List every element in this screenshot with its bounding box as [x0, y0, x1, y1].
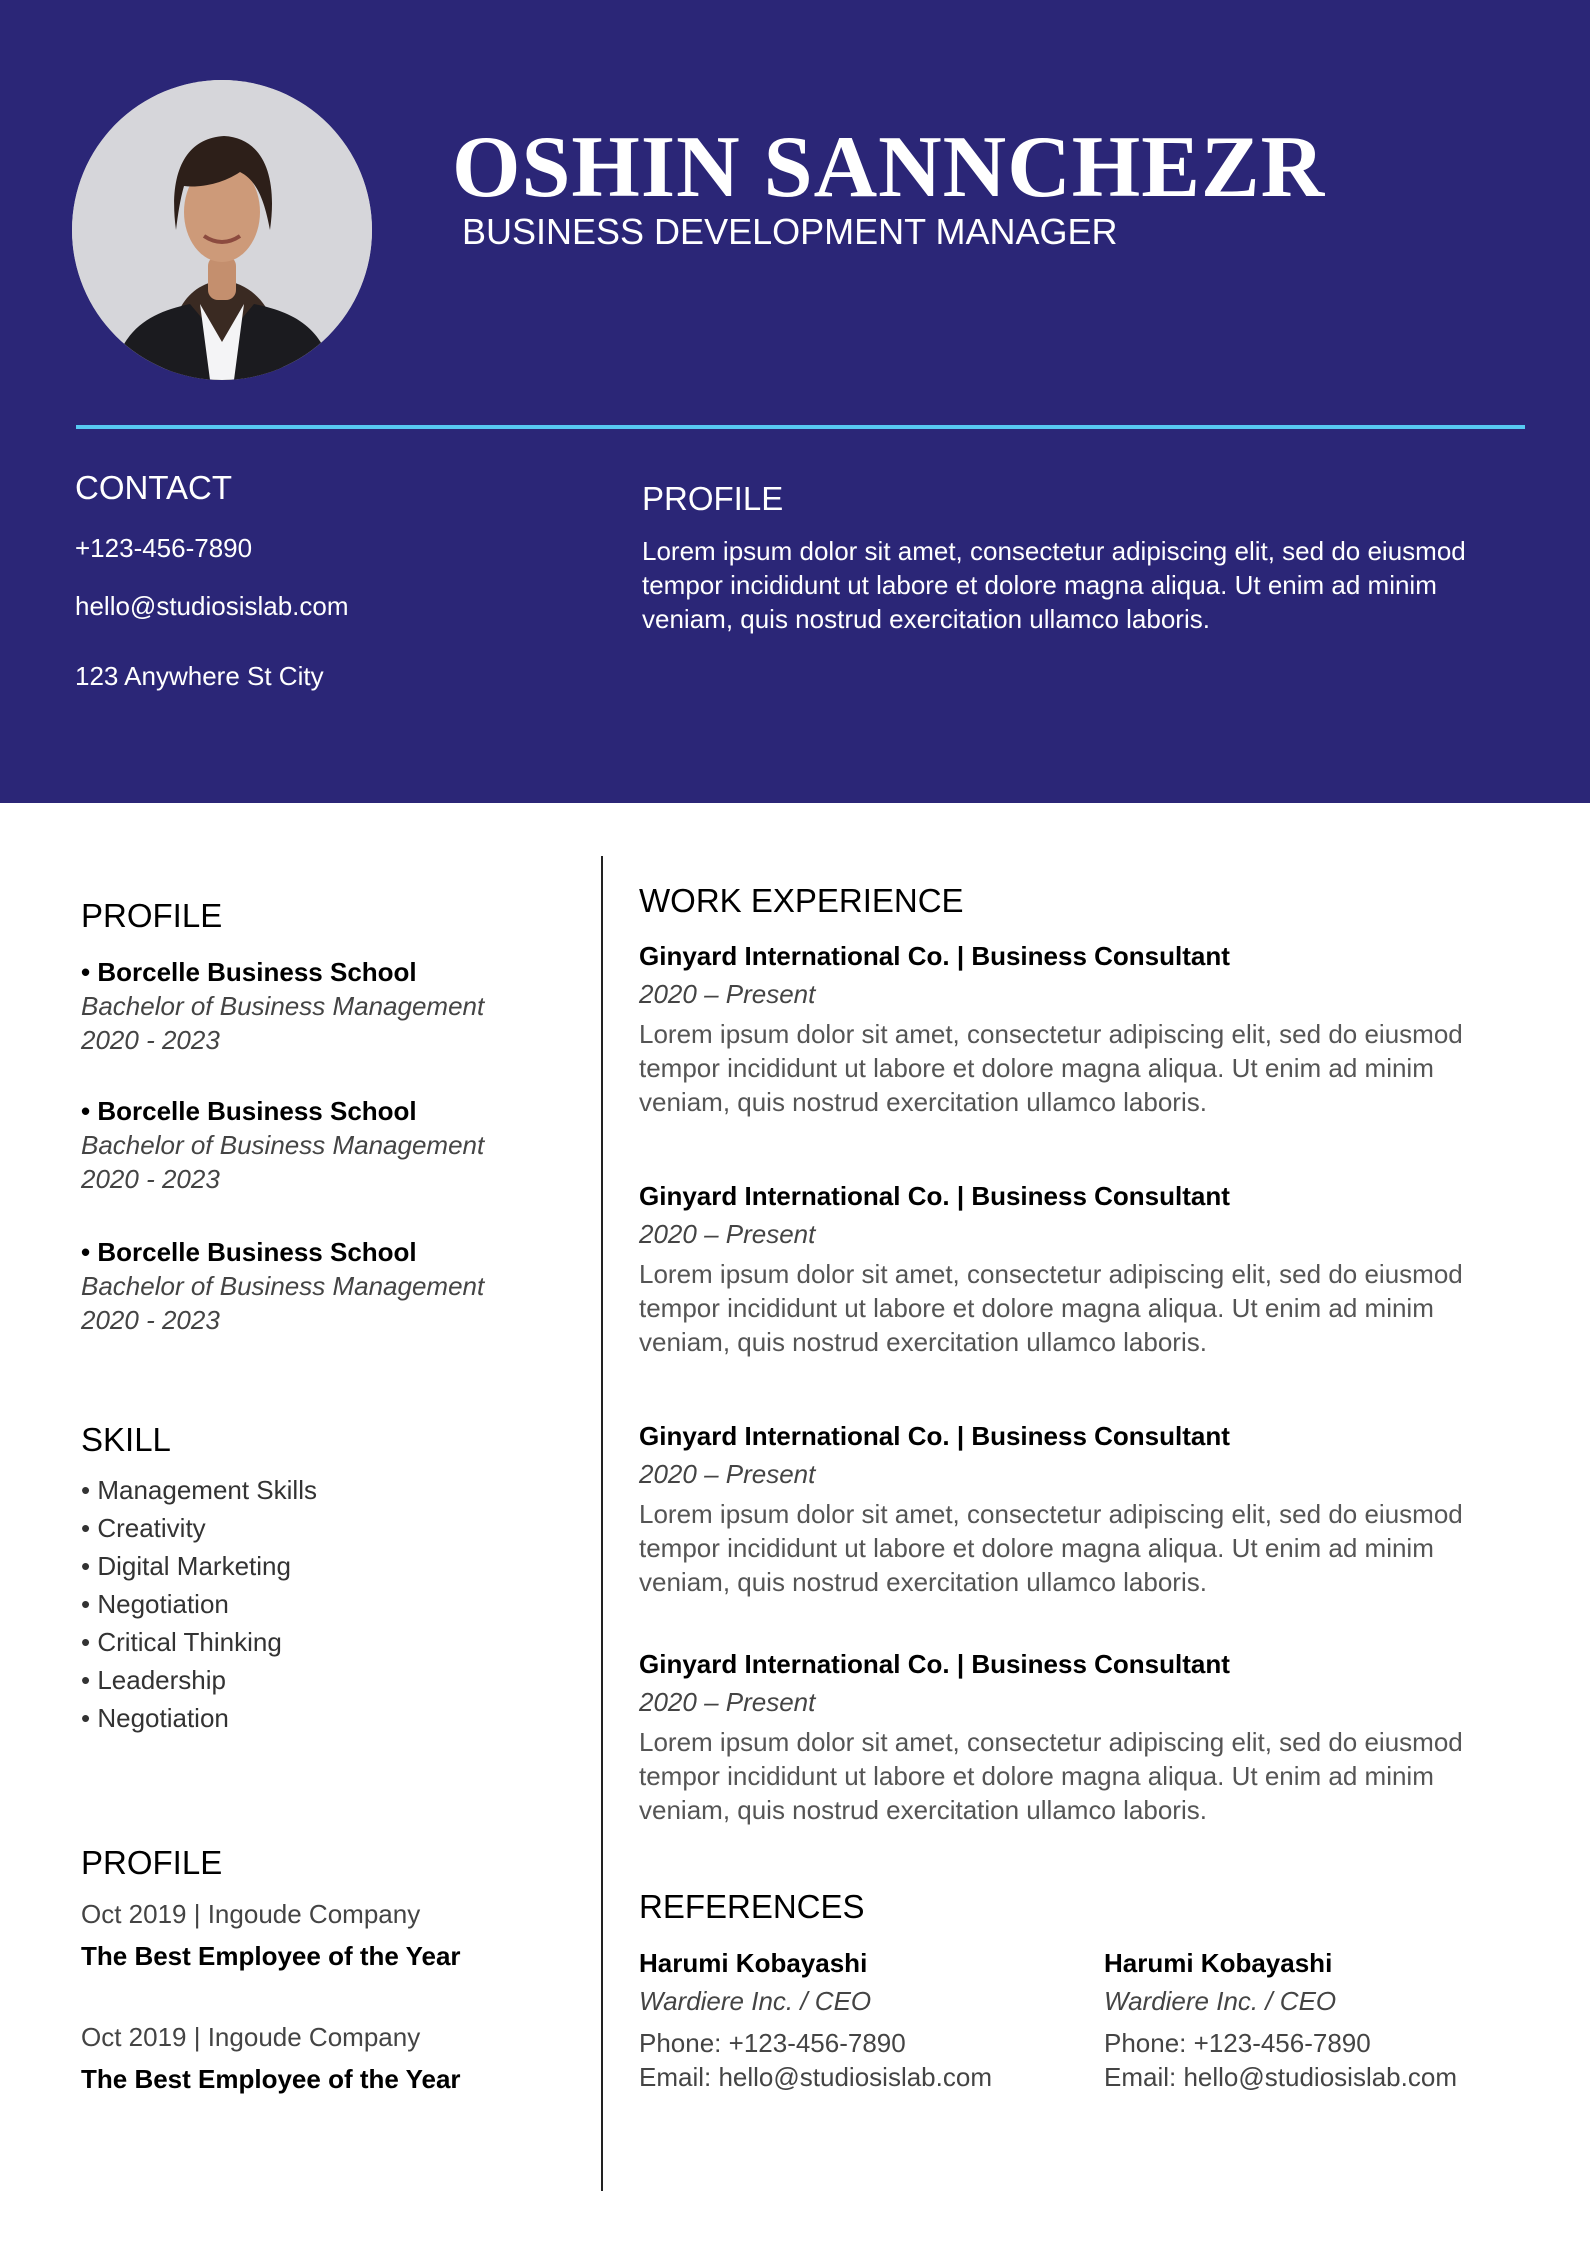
- work-entry: [639, 1419, 1539, 1599]
- education-entry: [81, 955, 581, 1057]
- job-description: Lorem ipsum dolor sit amet, consectetur adipiscing elit, sed do eiusmod tempor incididunt ut labore et dolore magna aliqua. Ut enim ad minim veniam, quis nostrud exercitation ullamco laboris.: [639, 1727, 1463, 1825]
- reference-entry: [1104, 1946, 1524, 2094]
- job-period: 2020 – Present: [639, 1219, 816, 1249]
- reference-entry: [639, 1946, 1059, 2094]
- profile-photo-illustration: [72, 80, 372, 380]
- resume-header: [0, 0, 1590, 803]
- skill-item: • Negotiation: [81, 1703, 229, 1733]
- job-role: Ginyard International Co. | Business Consultant: [639, 1181, 1230, 1211]
- job-role: Ginyard International Co. | Business Consultant: [639, 1649, 1230, 1679]
- references-heading: REFERENCES: [639, 1888, 865, 1925]
- work-entry: [639, 939, 1539, 1119]
- award-title: The Best Employee of the Year: [81, 2064, 461, 2094]
- job-period: 2020 – Present: [639, 1459, 816, 1489]
- school-name: • Borcelle Business School: [81, 1096, 417, 1126]
- degree: Bachelor of Business Management: [81, 1271, 485, 1301]
- contact-phone: +123-456-7890: [75, 533, 253, 563]
- profile-photo: [72, 80, 372, 380]
- degree: Bachelor of Business Management: [81, 1130, 485, 1160]
- award-title: The Best Employee of the Year: [81, 1941, 461, 1971]
- education-years: 2020 - 2023: [81, 1164, 220, 1194]
- education-entry: [81, 1235, 581, 1337]
- job-description: Lorem ipsum dolor sit amet, consectetur adipiscing elit, sed do eiusmod tempor incididunt ut labore et dolore magna aliqua. Ut enim ad minim veniam, quis nostrud exercitation ullamco laboris.: [639, 1019, 1463, 1117]
- reference-name: Harumi Kobayashi: [1104, 1948, 1333, 1978]
- job-role: Ginyard International Co. | Business Consultant: [639, 1421, 1230, 1451]
- skill-item: • Management Skills: [81, 1475, 317, 1505]
- award-date-company: Oct 2019 | Ingoude Company: [81, 2022, 421, 2052]
- award-date-company: Oct 2019 | Ingoude Company: [81, 1899, 421, 1929]
- education-heading: PROFILE: [81, 897, 223, 934]
- contact-email: hello@studiosislab.com: [75, 591, 349, 621]
- skill-item: • Critical Thinking: [81, 1627, 282, 1657]
- profile-heading: PROFILE: [642, 480, 784, 517]
- work-entry: [639, 1179, 1539, 1359]
- education-years: 2020 - 2023: [81, 1305, 220, 1335]
- job-description: Lorem ipsum dolor sit amet, consectetur adipiscing elit, sed do eiusmod tempor incididunt ut labore et dolore magna aliqua. Ut enim ad minim veniam, quis nostrud exercitation ullamco laboris.: [639, 1499, 1463, 1597]
- reference-phone: Phone: +123-456-7890: [639, 2028, 906, 2058]
- award-entry: [81, 2020, 461, 2096]
- school-name: • Borcelle Business School: [81, 957, 417, 987]
- job-role: Ginyard International Co. | Business Consultant: [639, 941, 1230, 971]
- contact-address: 123 Anywhere St City: [75, 661, 324, 691]
- skill-item: • Digital Marketing: [81, 1551, 291, 1581]
- job-description: Lorem ipsum dolor sit amet, consectetur adipiscing elit, sed do eiusmod tempor incididunt ut labore et dolore magna aliqua. Ut enim ad minim veniam, quis nostrud exercitation ullamco laboris.: [639, 1259, 1463, 1357]
- reference-email: Email: hello@studiosislab.com: [1104, 2062, 1457, 2092]
- reference-company: Wardiere Inc. / CEO: [1104, 1986, 1337, 2016]
- skill-list: [81, 1471, 317, 1737]
- reference-company: Wardiere Inc. / CEO: [639, 1986, 872, 2016]
- awards-heading: PROFILE: [81, 1844, 223, 1881]
- header-divider: [76, 425, 1525, 429]
- reference-name: Harumi Kobayashi: [639, 1948, 868, 1978]
- job-period: 2020 – Present: [639, 1687, 816, 1717]
- degree: Bachelor of Business Management: [81, 991, 485, 1021]
- education-years: 2020 - 2023: [81, 1025, 220, 1055]
- award-entry: [81, 1897, 461, 1973]
- skill-item: • Creativity: [81, 1513, 206, 1543]
- work-experience-heading: WORK EXPERIENCE: [639, 882, 964, 919]
- reference-phone: Phone: +123-456-7890: [1104, 2028, 1371, 2058]
- school-name: • Borcelle Business School: [81, 1237, 417, 1267]
- contact-heading: CONTACT: [75, 469, 233, 506]
- job-title: BUSINESS DEVELOPMENT MANAGER: [462, 211, 1118, 252]
- skill-heading: SKILL: [81, 1421, 171, 1458]
- education-entry: [81, 1094, 581, 1196]
- reference-email: Email: hello@studiosislab.com: [639, 2062, 992, 2092]
- job-period: 2020 – Present: [639, 979, 816, 1009]
- skill-item: • Leadership: [81, 1665, 226, 1695]
- work-entry: [639, 1647, 1539, 1827]
- column-divider: [601, 856, 603, 2191]
- skill-item: • Negotiation: [81, 1589, 229, 1619]
- candidate-name: OSHIN SANNCHEZR: [452, 119, 1326, 216]
- profile-summary: Lorem ipsum dolor sit amet, consectetur adipiscing elit, sed do eiusmod tempor incididunt ut labore et dolore magna aliqua. Ut enim ad minim veniam, quis nostrud exercitation ullamco laboris.: [642, 536, 1466, 634]
